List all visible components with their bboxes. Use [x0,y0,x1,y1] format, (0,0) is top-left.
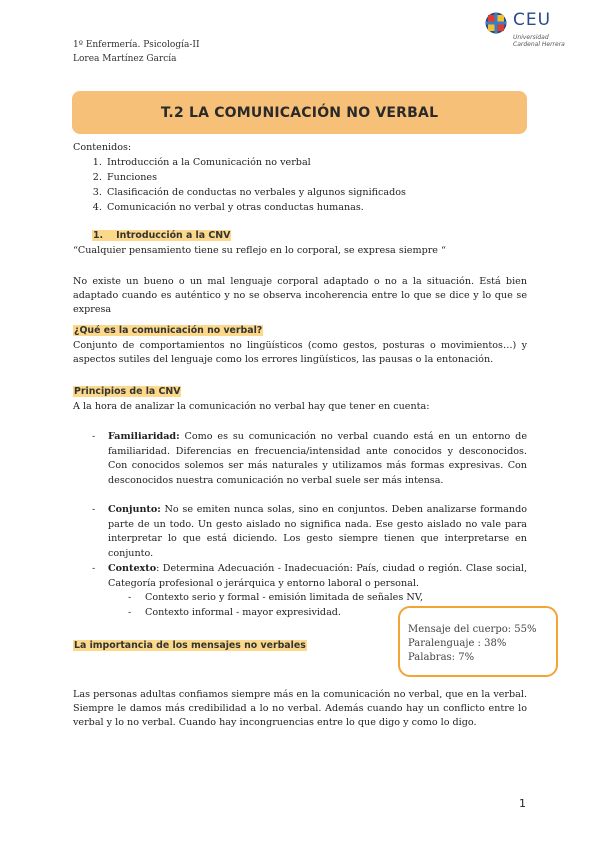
what-is-heading [73,324,263,338]
section1-paragraph: No existe un bueno o un mal lenguaje corporal adaptado o no a la situación. Está bien adaptado cuando es auténtico y no se observa incoherencia entre lo que se dice y lo que se expresa [73,276,527,315]
course-label: 1º Enfermería. Psicología-II [73,40,200,50]
principle-term: Familiaridad: [108,431,180,442]
what-is-heading-text: ¿Qué es la comunicación no verbal? [74,325,263,336]
principle-text: : Determina Adecuación - Inadecuación: País, ciudad o región. Clase social, Categoría profesional o jerárquica y entorno laboral o personal. [108,563,527,589]
principles-intro: A la hora de analizar la comunicación no verbal hay que tener en cuenta: [73,401,430,412]
importance-heading [73,639,307,653]
title-banner [72,91,527,134]
ceu-logo-icon [485,12,507,34]
sub-item-informal: Contexto informal - mayor expresividad. [145,607,341,618]
contents-item: 2. Funciones [105,170,406,185]
stat-body: Mensaje del cuerpo: 55% [408,624,537,635]
logo-sub-line1: Universidad [513,34,549,41]
contents-item: 1. Introducción a la Comunicación no verbal [105,155,406,170]
logo-subtitle [513,34,565,48]
bullet-dash: - [92,504,96,515]
sub-dash: - [128,592,132,603]
principle-term: Contexto [108,563,157,574]
section1-number: 1. [93,230,104,241]
university-logo [485,12,585,52]
sub-dash: - [128,607,132,618]
contents-list [90,155,406,215]
principle-familiaridad [108,430,527,488]
importance-heading-text: La importancia de los mensajes no verbales [74,640,306,651]
section1-heading [92,229,231,243]
principle-text: No se emiten nunca solas, sino en conjuntos. Deben analizarse formando parte de un todo. Un gesto aislado no significa nada. Ese gesto aislado no vale para interpretar lo que está diciendo. Los gesto siempre tienen que interpretarse en conjunto. [108,504,527,559]
principles-heading-text: Principios de la CNV [74,386,181,397]
importance-paragraph: Las personas adultas confiamos siempre más en la comunicación no verbal, que en la verbal. Siempre le damos más credibilidad a lo no verbal. Además cuando hay un conflicto entre lo verbal y lo no verbal. Cuando hay incongruencias entre lo que digo y como lo digo. [73,689,527,728]
principle-term: Conjunto: [108,504,161,515]
author-label: Lorea Martínez García [73,54,177,64]
section1-quote: “Cualquier pensamiento tiene su reflejo en lo corporal, se expresa siempre “ [73,245,446,256]
bullet-dash: - [92,563,96,574]
bullet-dash: - [92,431,96,442]
contents-item: 3. Clasificación de conductas no verbales y algunos significados [105,185,406,200]
sub-item-formal: Contexto serio y formal - emisión limitada de señales NV, [145,592,424,603]
principle-text: Como es su comunicación no verbal cuando está en un entorno de familiaridad. Diferencias en frecuencia/intensidad ante conocidos y desconocidos. Con conocidos solemos ser más naturales y utilizamos más formas expresivas. Con desconocidos nuestra comunicación no verbal suele ser más intensa. [108,431,527,486]
document-header [73,38,200,66]
logo-sub-line2: Cardenal Herrera [513,41,565,48]
stat-paralanguage: Paralenguaje : 38% [408,638,507,649]
page-number: 1 [519,797,526,810]
contents-label: Contenidos: [73,142,132,153]
principles-heading [73,385,181,399]
contents-item: 4. Comunicación no verbal y otras conductas humanas. [105,200,406,215]
principle-conjunto [108,503,527,561]
logo-name: CEU [513,10,552,30]
principle-contexto [108,562,527,591]
section1-heading-text [92,230,231,241]
stat-words: Palabras: 7% [408,652,475,663]
page-title: T.2 LA COMUNICACIÓN NO VERBAL [160,104,439,121]
what-is-paragraph: Conjunto de comportamientos no lingüísticos (como gestos, posturas o movimientos…) y aspectos sutiles del lenguaje como los errores lingüísticos, las pausas o la entonación. [73,340,527,365]
section1-title: Introducción a la CNV [116,230,231,241]
